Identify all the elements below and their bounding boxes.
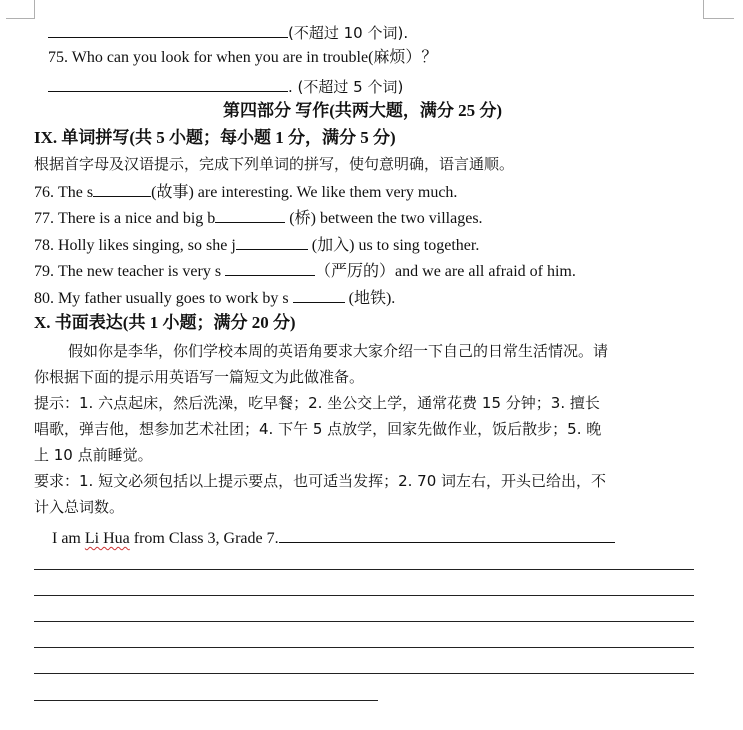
q77-text-before: There is a nice and big b — [58, 210, 216, 227]
essay-opening-name: Li Hua — [84, 530, 130, 547]
section-10-hint-line-1: 提示：1. 六点起床，然后洗澡，吃早餐；2. 坐公交上学，通常花费 15 分钟；3. 擅长 — [34, 394, 600, 412]
essay-opening-suffix: from Class 3, Grade 7. — [129, 530, 279, 547]
q79-number: 79. — [34, 263, 54, 280]
q78-number: 78. — [34, 237, 54, 254]
q78-text-before: Holly likes singing, so she j — [58, 237, 236, 254]
q77-item — [34, 206, 483, 230]
writing-line-last[interactable] — [34, 700, 378, 701]
writing-line[interactable] — [34, 569, 694, 570]
q80-text-after: (地铁). — [344, 290, 396, 307]
q75-answer-line — [48, 75, 403, 99]
q74-word-limit: (不超过 10 个词). — [288, 24, 409, 42]
section-10-hint-line-2: 唱歌，弹吉他，想参加艺术社团；4. 下午 5 点放学，回家先做作业，饭后散步；5. 晚 — [34, 420, 602, 438]
essay-opening-line — [52, 526, 615, 550]
q79-text-after: （严厉的）and we are all afraid of him. — [315, 263, 576, 280]
page-corner-mark-right — [703, 0, 734, 19]
writing-line[interactable] — [34, 673, 694, 674]
writing-line[interactable] — [34, 595, 694, 596]
section-10-requirement-line-1: 要求：1. 短文必须包括以上提示要点，也可适当发挥；2. 70 词左右，开头已给出，不 — [34, 472, 607, 490]
section-10-prompt-line-1: 假如你是李华，你们学校本周的英语角要求大家介绍一下自己的日常生活情况。请 — [68, 342, 609, 360]
q79-blank[interactable] — [225, 259, 315, 276]
q80-text-before: My father usually goes to work by s — [58, 290, 293, 307]
q79-item — [34, 259, 576, 283]
section-9-title: IX. 单词拼写(共 5 小题；每小题 1 分，满分 5 分) — [34, 128, 396, 147]
q74-answer-line — [48, 21, 408, 45]
writing-line[interactable] — [34, 621, 694, 622]
page-corner-mark-left — [6, 0, 35, 19]
writing-line[interactable] — [34, 647, 694, 648]
part4-title: 第四部分 写作(共两大题，满分 25 分) — [223, 101, 503, 120]
essay-opening-blank[interactable] — [279, 526, 615, 543]
q80-blank[interactable] — [293, 286, 345, 303]
q75-question: 75. Who can you look for when you are in trouble(麻烦）？ — [48, 49, 438, 66]
q76-blank[interactable] — [93, 180, 151, 197]
q78-text-after: (加入) us to sing together. — [307, 237, 480, 254]
q78-item — [34, 233, 479, 257]
q75-answer-blank[interactable] — [48, 75, 288, 92]
section-10-title: X. 书面表达(共 1 小题；满分 20 分) — [34, 313, 296, 332]
q77-text-after: (桥) between the two villages. — [285, 210, 483, 227]
q80-number: 80. — [34, 290, 54, 307]
section-10-requirement-line-2: 计入总词数。 — [34, 498, 125, 516]
q76-text-after: (故事) are interesting. We like them very much. — [151, 184, 458, 201]
section-9-instruction: 根据首字母及汉语提示，完成下列单词的拼写，使句意明确，语言通顺。 — [34, 155, 515, 173]
q77-number: 77. — [34, 210, 54, 227]
q79-text-before: The new teacher is very s — [58, 263, 226, 280]
q74-answer-blank[interactable] — [48, 21, 288, 38]
section-10-hint-line-3: 上 10 点前睡觉。 — [34, 446, 153, 464]
q76-number: 76. — [34, 184, 54, 201]
q76-item — [34, 180, 457, 204]
q77-blank[interactable] — [215, 206, 285, 223]
essay-opening-prefix: I am — [52, 530, 85, 547]
q80-item — [34, 286, 395, 310]
q75-word-limit: . (不超过 5 个词) — [288, 78, 404, 96]
q76-text-before: The s — [58, 184, 94, 201]
q78-blank[interactable] — [236, 233, 308, 250]
section-10-prompt-line-2: 你根据下面的提示用英语写一篇短文为此做准备。 — [34, 368, 365, 386]
